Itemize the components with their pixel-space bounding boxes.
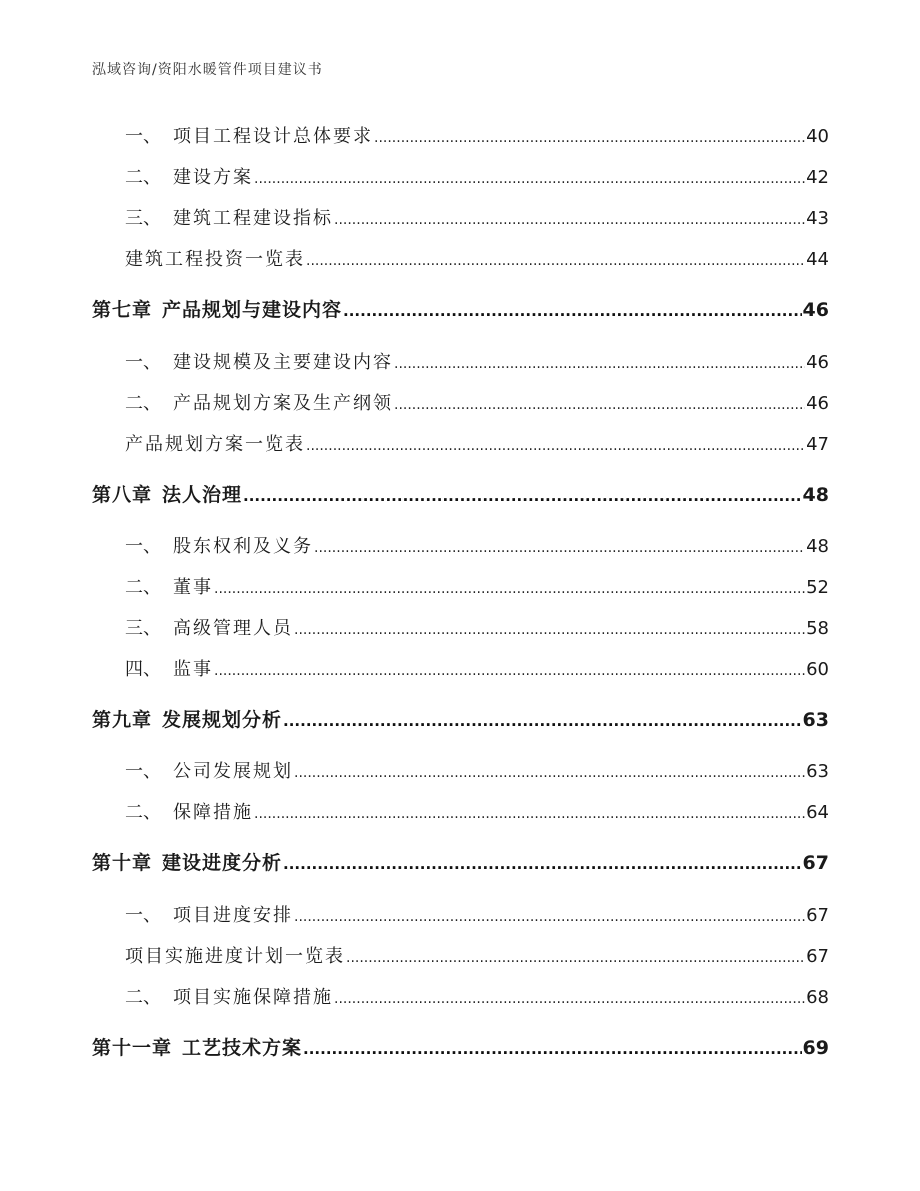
- toc-entry-number: 二、: [125, 393, 161, 414]
- toc-entry-label: [125, 245, 305, 271]
- toc-page-number: 58: [806, 618, 829, 639]
- toc-entry-label: [125, 983, 333, 1009]
- toc-page-number: 63: [806, 761, 829, 782]
- toc-entry-number: 三、: [125, 208, 161, 229]
- toc-section-entry[interactable]: [125, 942, 829, 968]
- toc-entry-number: 一、: [125, 536, 161, 557]
- toc-entry-label: [125, 798, 253, 824]
- toc-entry-label: [125, 163, 253, 189]
- toc-entry-label: [125, 348, 393, 374]
- toc-section-entry[interactable]: [125, 163, 829, 189]
- toc-entry-label: [125, 122, 373, 148]
- toc-leader-dots: [283, 712, 802, 730]
- toc-entry-title: 高级管理人员: [173, 618, 293, 639]
- toc-leader-dots: [294, 909, 805, 925]
- toc-leader-dots: [394, 356, 805, 372]
- toc-section-entry[interactable]: [125, 122, 829, 148]
- toc-entry-title: 董事: [173, 577, 213, 598]
- toc-entry-label: [125, 942, 345, 968]
- toc-chapter-entry[interactable]: [92, 705, 829, 732]
- toc-entry-number: 第十章: [92, 852, 153, 874]
- toc-leader-dots: [306, 438, 805, 454]
- toc-entry-number: 第七章: [92, 299, 153, 321]
- toc-section-entry[interactable]: [125, 430, 829, 456]
- toc-entry-number: 一、: [125, 126, 161, 147]
- toc-entry-label: [92, 848, 282, 875]
- toc-entry-title: 发展规划分析: [162, 709, 283, 731]
- toc-chapter-entry[interactable]: [92, 480, 829, 507]
- toc-entry-title: 保障措施: [173, 802, 253, 823]
- toc-page-number: 46: [806, 393, 829, 414]
- toc-entry-title: 项目工程设计总体要求: [173, 126, 373, 147]
- toc-leader-dots: [254, 806, 805, 822]
- toc-entry-number: 第八章: [92, 484, 153, 506]
- toc-entry-title: 产品规划方案一览表: [125, 434, 305, 455]
- toc-section-entry[interactable]: [125, 245, 829, 271]
- toc-leader-dots: [346, 950, 805, 966]
- toc-entry-title: 建设规模及主要建设内容: [173, 352, 393, 373]
- toc-entry-title: 建设方案: [173, 167, 253, 188]
- toc-entry-title: 股东权利及义务: [173, 536, 313, 557]
- toc-entry-title: 工艺技术方案: [182, 1037, 303, 1059]
- running-header: 泓域咨询/资阳水暖管件项目建议书: [92, 62, 323, 78]
- toc-page-number: 52: [806, 577, 829, 598]
- toc-entry-label: [92, 295, 342, 322]
- toc-entry-title: 产品规划方案及生产纲领: [173, 393, 393, 414]
- toc-page-number: 63: [802, 709, 829, 731]
- toc-entry-number: 第十一章: [92, 1037, 173, 1059]
- toc-entry-label: [125, 389, 393, 415]
- toc-page-number: 40: [806, 126, 829, 147]
- toc-entry-label: [125, 430, 305, 456]
- toc-entry-label: [125, 655, 213, 681]
- toc-chapter-entry[interactable]: [92, 295, 829, 322]
- toc-section-entry[interactable]: [125, 757, 829, 783]
- toc-entry-number: 一、: [125, 761, 161, 782]
- toc-entry-title: 建筑工程投资一览表: [125, 249, 305, 270]
- toc-page-number: 48: [806, 536, 829, 557]
- toc-entry-number: 一、: [125, 352, 161, 373]
- toc-entry-number: 二、: [125, 987, 161, 1008]
- toc-entry-label: [92, 1033, 302, 1060]
- toc-page-number: 48: [802, 484, 829, 506]
- toc-entry-title: 项目实施保障措施: [173, 987, 333, 1008]
- toc-leader-dots: [214, 663, 805, 679]
- toc-entry-number: 一、: [125, 905, 161, 926]
- toc-entry-number: 四、: [125, 659, 161, 680]
- toc-entry-label: [92, 705, 282, 732]
- toc-entry-title: 项目实施进度计划一览表: [125, 946, 345, 967]
- toc-entry-label: [92, 480, 242, 507]
- toc-page-number: 46: [806, 352, 829, 373]
- toc-section-entry[interactable]: [125, 798, 829, 824]
- toc-page-number: 43: [806, 208, 829, 229]
- toc-section-entry[interactable]: [125, 204, 829, 230]
- toc-page-number: 67: [802, 852, 829, 874]
- toc-entry-label: [125, 614, 293, 640]
- toc-entry-number: 二、: [125, 802, 161, 823]
- toc-leader-dots: [334, 991, 805, 1007]
- toc-entry-title: 建筑工程建设指标: [173, 208, 333, 229]
- toc-entry-label: [125, 573, 213, 599]
- toc-chapter-entry[interactable]: [92, 1033, 829, 1060]
- toc-page-number: 68: [806, 987, 829, 1008]
- toc-section-entry[interactable]: [125, 389, 829, 415]
- toc-entry-title: 公司发展规划: [173, 761, 293, 782]
- toc-page-number: 46: [802, 299, 829, 321]
- toc-entry-label: [125, 901, 293, 927]
- toc-entry-number: 二、: [125, 577, 161, 598]
- toc-page-number: 69: [802, 1037, 829, 1059]
- toc-leader-dots: [314, 540, 805, 556]
- toc-entry-label: [125, 204, 333, 230]
- toc-section-entry[interactable]: [125, 614, 829, 640]
- toc-page-number: 67: [806, 946, 829, 967]
- toc-entry-title: 监事: [173, 659, 213, 680]
- toc-page-number: 67: [806, 905, 829, 926]
- toc-entry-title: 产品规划与建设内容: [162, 299, 343, 321]
- toc-entry-label: [125, 757, 293, 783]
- toc-entry-number: 三、: [125, 618, 161, 639]
- toc-leader-dots: [303, 1040, 802, 1058]
- toc-section-entry[interactable]: [125, 573, 829, 599]
- toc-leader-dots: [254, 171, 805, 187]
- toc-chapter-entry[interactable]: [92, 848, 829, 875]
- toc-page-number: 47: [806, 434, 829, 455]
- toc-leader-dots: [343, 302, 802, 320]
- toc-entry-number: 第九章: [92, 709, 153, 731]
- toc-leader-dots: [334, 212, 805, 228]
- toc-page-number: 64: [806, 802, 829, 823]
- toc-leader-dots: [374, 130, 805, 146]
- toc-section-entry[interactable]: [125, 983, 829, 1009]
- toc-leader-dots: [294, 622, 805, 638]
- toc-section-entry[interactable]: [125, 348, 829, 374]
- toc-leader-dots: [394, 397, 805, 413]
- toc-page-number: 42: [806, 167, 829, 188]
- toc-entry-title: 项目进度安排: [173, 905, 293, 926]
- toc-entry-title: 建设进度分析: [162, 852, 283, 874]
- toc-section-entry[interactable]: [125, 655, 829, 681]
- toc-leader-dots: [243, 487, 802, 505]
- toc-leader-dots: [306, 253, 805, 269]
- toc-entry-label: [125, 532, 313, 558]
- toc-entry-number: 二、: [125, 167, 161, 188]
- toc-leader-dots: [294, 765, 805, 781]
- toc-section-entry[interactable]: [125, 532, 829, 558]
- toc-page-number: 60: [806, 659, 829, 680]
- toc-leader-dots: [214, 581, 805, 597]
- toc-entry-title: 法人治理: [162, 484, 243, 506]
- toc-section-entry[interactable]: [125, 901, 829, 927]
- toc-leader-dots: [283, 855, 802, 873]
- toc-page-number: 44: [806, 249, 829, 270]
